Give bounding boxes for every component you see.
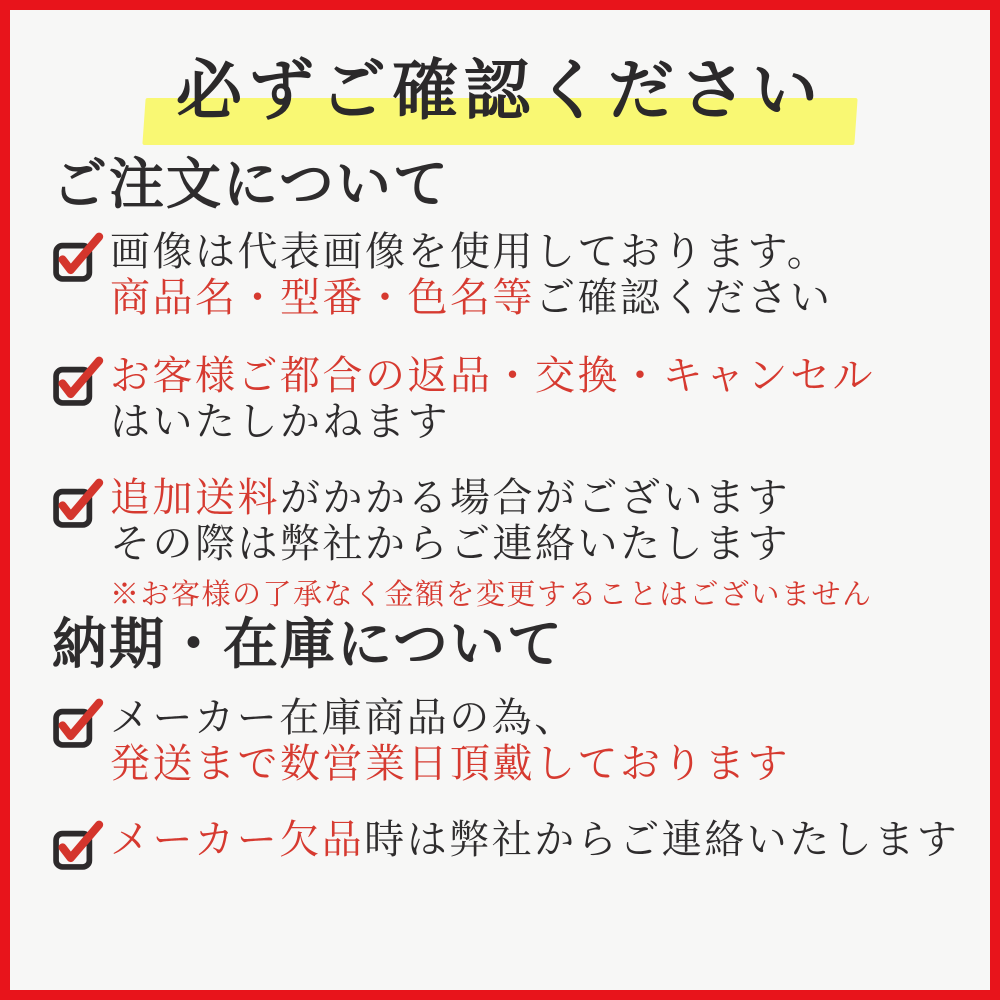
list-item-maker-shortage [52, 817, 960, 873]
list-item-text-block [110, 475, 873, 612]
list-item-extra-shipping [52, 475, 948, 612]
text-segment-red: お客様ご都合の返品・交換・キャンセル [110, 353, 875, 400]
price-change-disclaimer-note: ※お客様の了承なく金額を変更することはございません [110, 577, 873, 612]
text-segment: ご確認ください [535, 275, 833, 322]
checkbox-check-icon [52, 475, 104, 531]
list-item-no-returns [52, 353, 948, 445]
list-item-maker-stock [52, 695, 948, 787]
checkbox-check-icon [52, 229, 104, 285]
section-heading-order: ご注文について [52, 151, 450, 216]
text-segment: がかかる場合がございます [280, 475, 790, 522]
list-item-text [110, 353, 875, 445]
list-item-text [110, 229, 833, 321]
section-heading-stock: 納期・在庫について [52, 611, 564, 677]
checkbox-check-icon [52, 353, 104, 409]
checkbox-check-icon [52, 695, 104, 751]
text-segment: はいたしかねます [110, 399, 450, 446]
text-segment-red: 発送まで数営業日頂戴しております [110, 741, 790, 788]
text-segment-red: メーカー欠品 [110, 817, 365, 864]
text-segment: 画像は代表画像を使用しております。 [110, 229, 830, 276]
text-segment: メーカー在庫商品の為、 [110, 695, 577, 742]
text-segment: 時は弊社からご連絡いたします [364, 817, 960, 864]
list-item-text [110, 817, 959, 863]
list-item-text [110, 695, 790, 787]
page-title [52, 51, 948, 152]
list-item-representative-image [52, 229, 948, 321]
list-item-text [110, 475, 873, 567]
text-segment-red: 商品名・型番・色名等 [110, 275, 535, 322]
page-title-text: 必ずご確認ください [176, 51, 824, 129]
checkbox-check-icon [52, 817, 104, 873]
text-segment-red: 追加送料 [110, 475, 280, 522]
text-segment: その際は弊社からご連絡いたします [110, 521, 790, 568]
